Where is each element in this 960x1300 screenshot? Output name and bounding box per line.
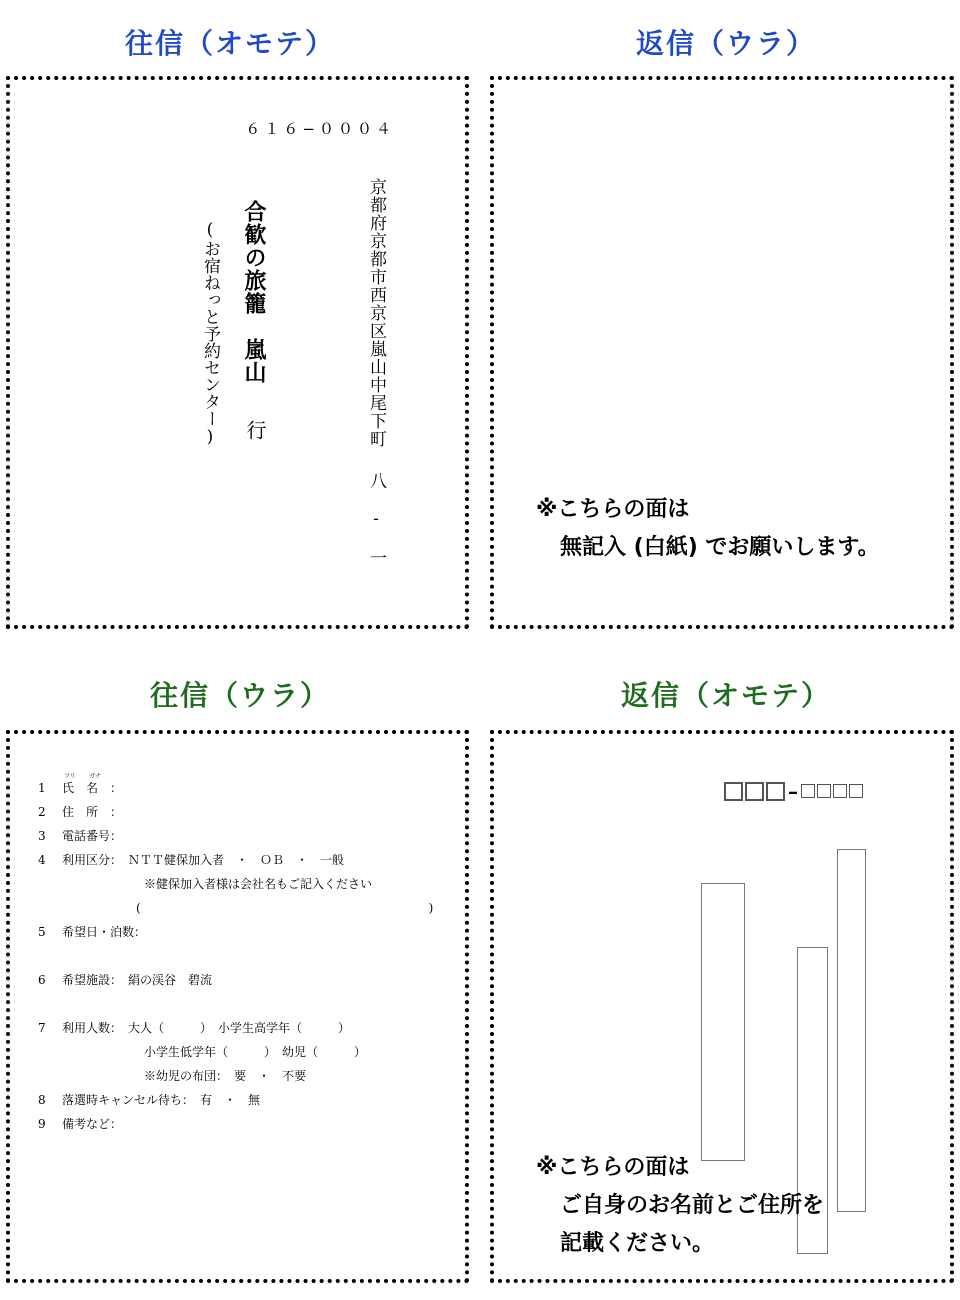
- postal-box: [833, 784, 847, 798]
- form-item-label: 利用人数： 大人（ ） 小学生高学年（ ）: [62, 1021, 351, 1035]
- form-item-guests-children: [144, 1043, 366, 1061]
- furigana-first: フリ: [64, 773, 76, 780]
- heading-reply-front: 返信（オモテ）: [620, 679, 831, 712]
- form-item-number: 1: [38, 781, 46, 795]
- postal-code-boxes: [724, 779, 865, 803]
- address-box-left: [701, 883, 745, 1161]
- form-item-label: 希望日・泊数：: [62, 925, 147, 939]
- reply-front-note-line1: ※こちらの面は: [536, 1155, 690, 1180]
- form-item-waitlist: [38, 1091, 260, 1109]
- form-item-remarks: [38, 1115, 122, 1133]
- postal-box: [766, 782, 785, 801]
- form-item-facility: [38, 971, 212, 989]
- form-item-number: 2: [38, 805, 46, 819]
- form-item-number: 5: [38, 925, 46, 939]
- reply-front-note-line3: 記載ください。: [560, 1231, 715, 1256]
- form-item-guests: [38, 1019, 350, 1037]
- form-item-number: 9: [38, 1117, 46, 1131]
- form-item-label: 氏 名 ：: [62, 781, 123, 795]
- form-item-number: 8: [38, 1093, 46, 1107]
- reply-back-note-line2: 無記入 (白紙) でお願いします。: [560, 535, 880, 560]
- heading-outgoing-back: 往信（ウラ）: [149, 679, 330, 712]
- form-item-label: ( ): [136, 901, 434, 915]
- form-item-label: ※幼児の布団： 要 ・ 不要: [144, 1069, 307, 1083]
- form-item-label: 利用区分： ＮＴＴ健保加入者 ・ ＯＢ ・ 一般: [62, 853, 345, 867]
- furigana-second: ガナ: [89, 773, 102, 780]
- form-item-company-note: [144, 875, 372, 893]
- reply-back-note-line1: ※こちらの面は: [536, 497, 690, 522]
- recipient-address: 京都府京都市西京区嵐山中尾下町: [366, 178, 386, 448]
- form-item-name: [38, 779, 122, 797]
- postal-box: [724, 782, 743, 801]
- outgoing-front-panel: [6, 76, 469, 629]
- form-item-usage-type: [38, 851, 344, 869]
- heading-reply-back: 返信（ウラ）: [635, 27, 816, 60]
- form-item-company-blank: [136, 899, 433, 917]
- form-item-label: ※健保加入者様は会社名もご記入ください: [144, 877, 373, 891]
- reply-back-panel: [490, 76, 954, 629]
- address-box-right: [837, 849, 866, 1212]
- form-item-label: 小学生低学年（ ） 幼児（ ）: [144, 1045, 367, 1059]
- form-item-phone: [38, 827, 122, 845]
- form-item-number: 4: [38, 853, 46, 867]
- form-item-infant-futon: [144, 1067, 306, 1085]
- postal-dash: –: [788, 779, 798, 803]
- form-item-number: 6: [38, 973, 46, 987]
- postal-box: [801, 784, 815, 798]
- heading-outgoing-front: 往信（オモテ）: [124, 27, 335, 60]
- postal-box: [745, 782, 764, 801]
- recipient-name: 合歓の旅籠 嵐山: [241, 200, 266, 384]
- recipient-address-number: 八 - 一: [366, 472, 386, 566]
- form-item-number: 7: [38, 1021, 46, 1035]
- reply-front-note-line2: ご自身のお名前とご住所を: [560, 1193, 825, 1218]
- postal-box: [849, 784, 863, 798]
- recipient-suffix: 行: [243, 420, 267, 440]
- form-item-dates: [38, 923, 146, 941]
- form-item-label: 落選時キャンセル待ち： 有 ・ 無: [62, 1093, 261, 1107]
- postal-code: ６１６−０００４: [245, 120, 395, 138]
- form-item-address: [38, 803, 122, 821]
- form-item-label: 電話番号：: [62, 829, 123, 843]
- form-item-label: 備考など：: [62, 1117, 123, 1131]
- outgoing-back-panel: [6, 730, 469, 1283]
- form-item-label: 希望施設： 絹の渓谷 碧流: [62, 973, 213, 987]
- recipient-sub-name: (お宿ねっと予約センター): [200, 220, 220, 447]
- form-item-number: 3: [38, 829, 46, 843]
- postal-box: [817, 784, 831, 798]
- form-item-label: 住 所 ：: [62, 805, 123, 819]
- reply-front-panel: [490, 730, 954, 1283]
